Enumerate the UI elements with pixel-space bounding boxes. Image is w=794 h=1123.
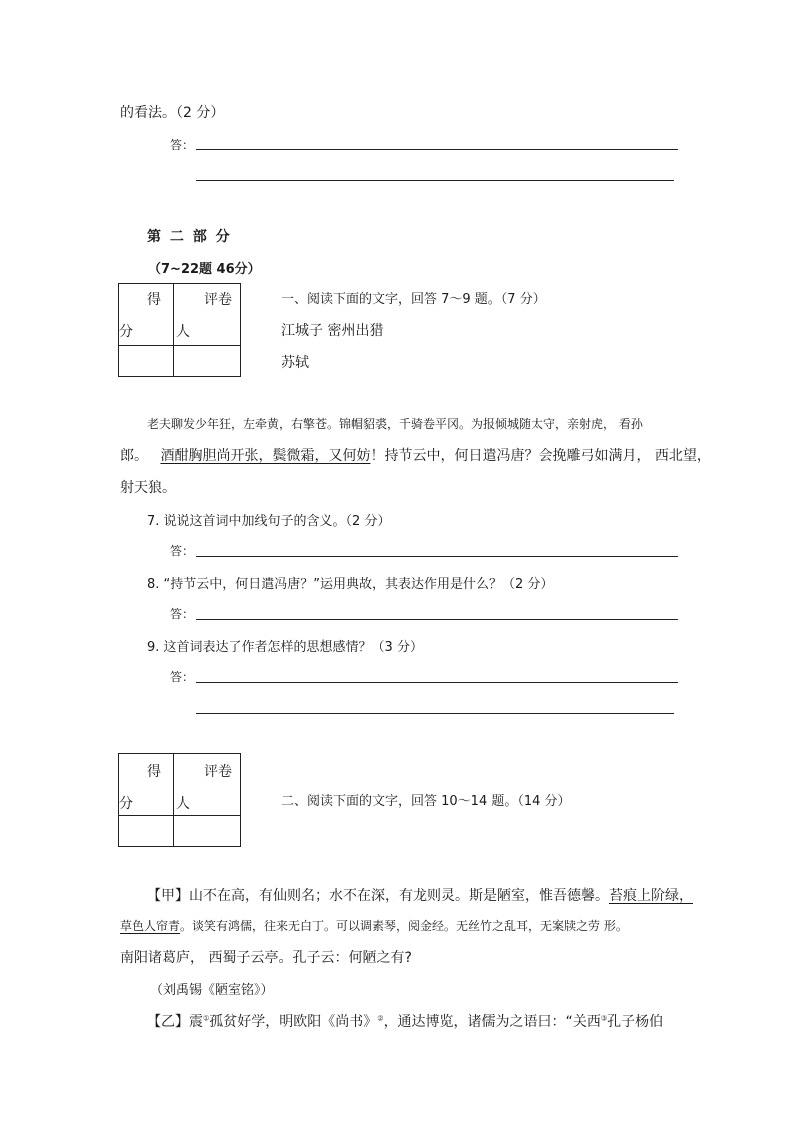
passage-line: 【甲】山不在高，有仙则名；水不在深，有龙则灵。斯是陋室，惟吾德馨。苔痕上阶绿，: [147, 888, 693, 904]
part-range: （7~22题 46分）: [148, 262, 261, 277]
poem-title: 江城子 密州出猎: [281, 323, 384, 339]
answer-label: 答：: [170, 670, 195, 684]
footnote-marker: ①: [203, 1014, 210, 1023]
answer-line[interactable]: [196, 713, 674, 714]
grader-input[interactable]: [174, 816, 241, 847]
poem-line: 射天狼。: [120, 480, 176, 496]
answer-line[interactable]: [196, 619, 678, 620]
question-7: 7. 说说这首词中加线句子的含义。（2 分）: [147, 514, 391, 529]
answer-label: 答：: [170, 607, 195, 621]
underlined-sentence: 酒酣胸胆尚开张，鬓微霜，又何妨: [160, 448, 371, 464]
section1-heading: 一、阅读下面的文字，回答 7～9 题。（7 分）: [281, 292, 546, 307]
answer-line[interactable]: [196, 682, 678, 683]
score-box: 得 分 评卷 人: [118, 753, 241, 847]
answer-label: 答：: [170, 138, 195, 152]
question-tail: 的看法。（2 分）: [120, 105, 225, 121]
answer-line[interactable]: [196, 149, 678, 150]
score-input[interactable]: [119, 346, 174, 377]
score-box: 得 分 评卷 人: [118, 283, 241, 377]
grader-input[interactable]: [174, 346, 241, 377]
score-input[interactable]: [119, 816, 174, 847]
poem-line: 老夫聊发少年狂，左牵黄，右擎苍。锦帽貂裘，千骑卷平冈。为报倾城随太守，亲射虎， 看孙: [147, 417, 643, 431]
passage-line: 南阳诸葛庐， 西蜀子云亭。孔子云：何陋之有?: [120, 950, 412, 966]
passage-source: （刘禹锡《陋室铭》）: [150, 983, 274, 998]
passage-line: 草色人帘青。谈笑有鸿儒，往来无白丁。可以调素琴，阅金经。无丝竹之乱耳，无案牍之劳 形。: [120, 919, 628, 933]
answer-line[interactable]: [196, 180, 674, 181]
underlined-phrase: 草色人帘青: [120, 919, 181, 933]
question-9: 9. 这首词表达了作者怎样的思想感情？（3 分）: [147, 640, 423, 655]
part-title: 第 二 部 分: [147, 229, 232, 245]
answer-line[interactable]: [196, 556, 678, 557]
footnote-marker: ②: [377, 1014, 384, 1023]
footnote-marker: ③: [600, 1014, 608, 1023]
poem-author: 苏轼: [281, 355, 309, 371]
answer-label: 答：: [170, 544, 195, 558]
poem-line: 郎。 酒酣胸胆尚开张，鬓微霜，又何妨！持节云中，何日遣冯唐？会挽雕弓如满月， 西北望，: [120, 448, 711, 464]
passage-line: 【乙】震①孤贫好学，明欧阳《尚书》②，通达博览，诸儒为之语曰：“关西③孔子杨伯: [147, 1014, 664, 1030]
question-8: 8. “持节云中，何日遣冯唐？”运用典故，其表达作用是什么？（2 分）: [147, 577, 554, 592]
underlined-phrase: 苔痕上阶绿，: [609, 888, 693, 904]
section2-heading: 二、阅读下面的文字，回答 10～14 题。（14 分）: [281, 794, 571, 809]
